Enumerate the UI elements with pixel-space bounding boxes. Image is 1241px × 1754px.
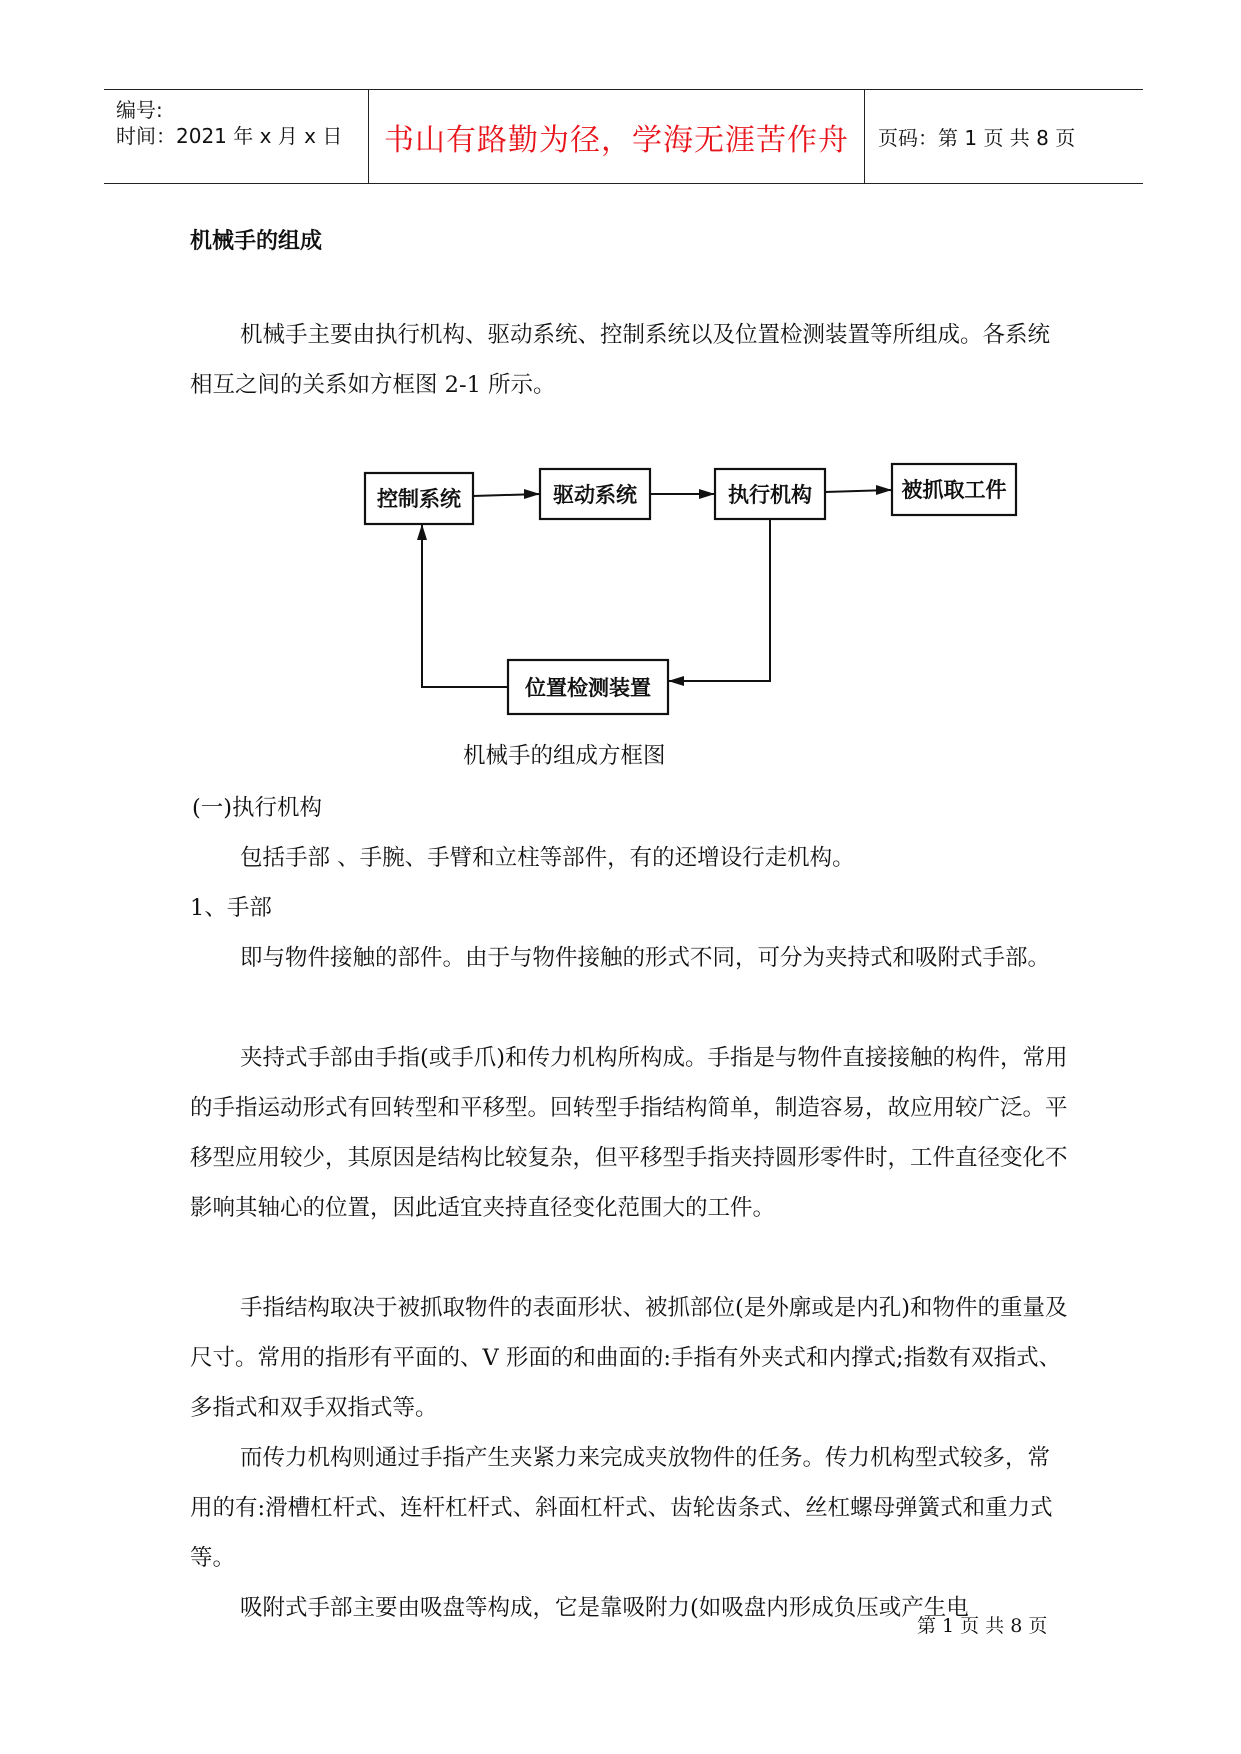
- motto: 书山有路勤为径，学海无涯苦作舟: [384, 122, 849, 158]
- section-heading-actuator: (一)执行机构: [192, 795, 323, 821]
- composition-block-diagram: [360, 455, 1020, 730]
- arrowhead-actuator: [699, 489, 715, 499]
- hand-paragraph-1: 即与物件接触的部件。由于与物件接触的形式不同，可分为夹持式和吸附式手部。: [240, 945, 1051, 971]
- header-info-cell: [104, 90, 369, 183]
- hand-paragraph-3: 手指结构取决于被抓取物件的表面形状、被抓部位(是外廓或是内孔)和物件的重量及尺寸。常用的指形有平面的、V 形面的和曲面的:手指有外夹式和内撑式;指数有双指式、多指式和双手双指式等。: [190, 1295, 1068, 1421]
- feedback-line-right: [668, 519, 770, 681]
- page-code: 页码：第 1 页 共 8 页: [878, 126, 1076, 150]
- time-label: 时间：2021 年 x 月 x 日: [116, 124, 343, 148]
- section-title: 机械手的组成: [190, 229, 323, 254]
- arrowhead-workpiece: [876, 485, 892, 495]
- arrowhead-position: [668, 676, 684, 686]
- diagram-caption: 机械手的组成方框图: [463, 743, 666, 769]
- hand-paragraph-4: 而传力机构则通过手指产生夹紧力来完成夹放物件的任务。传力机构型式较多，常用的有:滑槽杠杆式、连杆杠杆式、斜面杠杆式、齿轮齿条式、丝杠螺母弹簧式和重力式等。: [190, 1445, 1053, 1571]
- label-position: 位置检测装置: [525, 676, 651, 700]
- hand-paragraph-5: 吸附式手部主要由吸盘等构成，它是靠吸附力(如吸盘内形成负压或产生电: [240, 1595, 969, 1621]
- arrowhead-control: [417, 524, 427, 540]
- actuator-paragraph: 包括手部 、手腕、手臂和立柱等部件，有的还增设行走机构。: [240, 845, 855, 871]
- label-control: 控制系统: [377, 487, 461, 511]
- feedback-line-left: [422, 524, 508, 687]
- label-drive: 驱动系统: [553, 483, 637, 507]
- label-workpiece: 被抓取工件: [901, 478, 1007, 502]
- header-page-cell: [866, 90, 1143, 183]
- arrowhead-drive: [524, 489, 540, 499]
- intro-paragraph: 机械手主要由执行机构、驱动系统、控制系统以及位置检测装置等所组成。各系统相互之间的关系如方框图 2-1 所示。: [190, 322, 1051, 398]
- hand-paragraph-2: 夹持式手部由手指(或手爪)和传力机构所构成。手指是与物件直接接触的构件，常用的手指运动形式有回转型和平移型。回转型手指结构简单，制造容易，故应用较广泛。平移型应用较少，其原因是结构比较复杂，但平移型手指夹持圆形零件时，工件直径变化不影响其轴心的位置，因此适宜夹持直径变化范围大的工件。: [190, 1045, 1068, 1221]
- header-motto-cell: [369, 90, 865, 183]
- section-heading-hand: 1、手部: [190, 895, 272, 921]
- label-actuator: 执行机构: [728, 483, 812, 507]
- number-label: 编号:: [116, 98, 163, 122]
- page-header: [104, 89, 1143, 184]
- page-footer: 第 1 页 共 8 页: [917, 1615, 1048, 1637]
